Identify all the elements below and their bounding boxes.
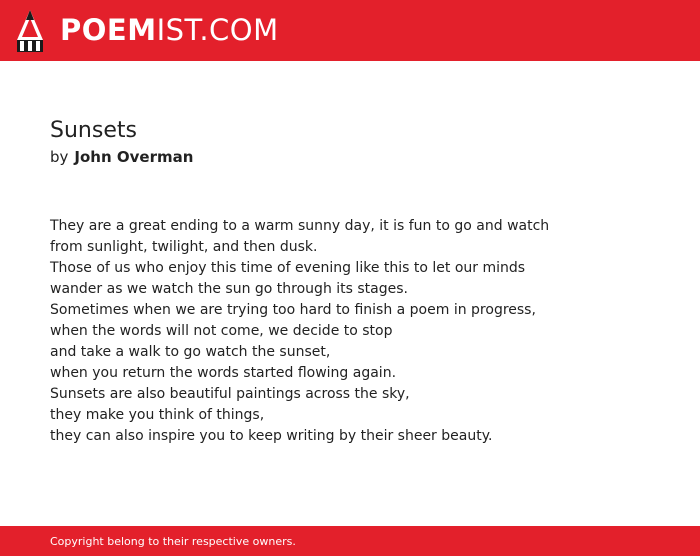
site-footer (0, 526, 700, 556)
logo-text-bold: POEM (60, 13, 157, 47)
poem-line: from sunlight, twilight, and then dusk. (50, 238, 318, 255)
poem-line: wander as we watch the sun go through its stages. (50, 280, 408, 297)
pencil-icon (17, 10, 43, 52)
poem-content (0, 61, 700, 447)
poem-line: when the words will not come, we decide to stop (50, 322, 393, 339)
poem-line: when you return the words started flowing again. (50, 364, 397, 381)
copyright-text: Copyright belong to their respective owners. (50, 534, 296, 548)
poem-line: They are a great ending to a warm sunny day, it is fun to go and watch (50, 217, 550, 234)
poem-line: and take a walk to go watch the sunset, (50, 343, 331, 360)
poem-line: they make you think of things, (50, 406, 265, 423)
poem-title: Sunsets (50, 118, 137, 143)
poem-line: they can also inspire you to keep writing by their sheer beauty. (50, 427, 493, 444)
logo-text-light: IST.COM (156, 13, 279, 47)
site-logo-link[interactable] (0, 10, 279, 52)
poem-line: Sometimes when we are trying too hard to finish a poem in progress, (50, 301, 536, 318)
author-link[interactable]: John Overman (74, 148, 194, 167)
site-logo-text (60, 13, 279, 47)
poem-byline (50, 148, 660, 168)
byline-prefix: by (50, 148, 69, 167)
site-header (0, 0, 700, 61)
poem-line: Those of us who enjoy this time of evening like this to let our minds (50, 259, 526, 276)
poem-body (50, 216, 660, 447)
poem-line: Sunsets are also beautiful paintings across the sky, (50, 385, 410, 402)
